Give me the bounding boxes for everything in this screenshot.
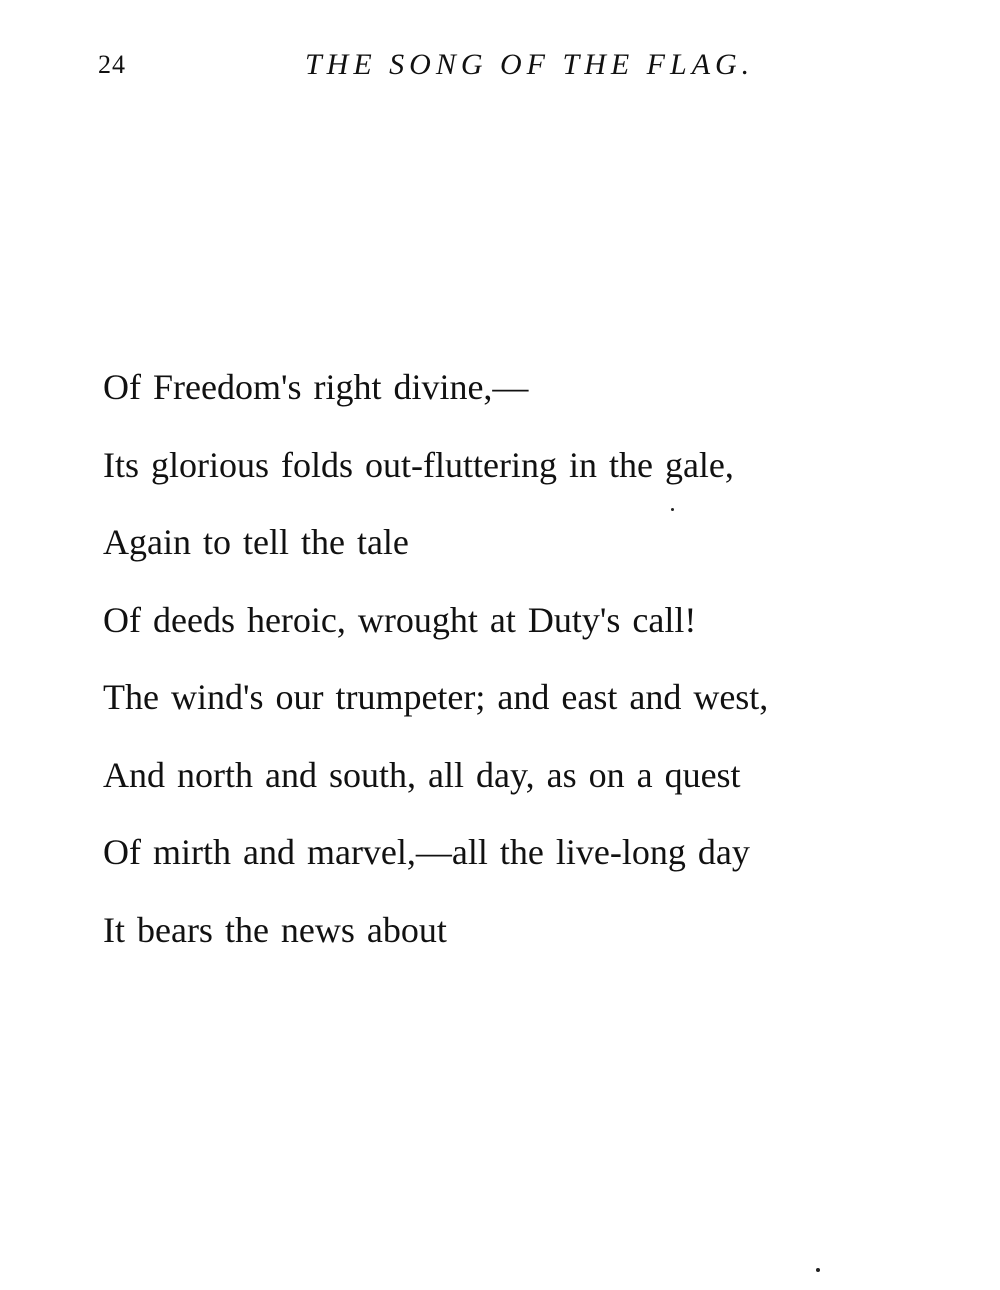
running-title: THE SONG OF THE FLAG. xyxy=(305,48,755,81)
poem-line: And north and south, all day, as on a quest xyxy=(103,754,741,795)
poem-line: Again to tell the tale xyxy=(103,522,409,562)
poem-line: Its glorious folds out-fluttering in the gale, xyxy=(103,444,734,485)
poem-text xyxy=(103,360,768,980)
poem-line: Of Freedom's right divine,— xyxy=(103,367,529,407)
page-number: 24 xyxy=(98,50,126,79)
poem-line: The wind's our trumpeter; and east and west, xyxy=(103,677,769,717)
poem-line: It bears the news about xyxy=(103,909,447,950)
poem-line: Of mirth and marvel,—all the live-long day xyxy=(103,832,750,872)
print-speck xyxy=(671,508,674,511)
print-speck xyxy=(816,1268,820,1272)
poem-line: Of deeds heroic, wrought at Duty's call! xyxy=(103,599,697,640)
